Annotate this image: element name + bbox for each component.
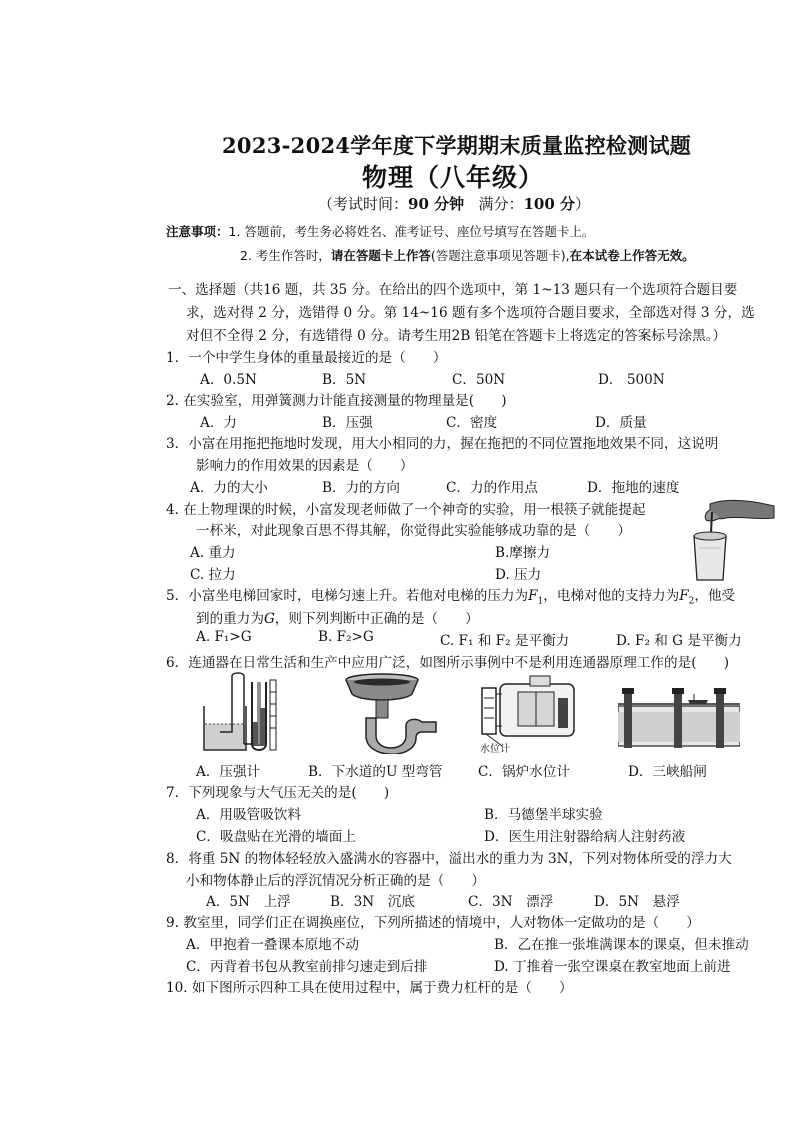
section1-line-1: 一、选择题（共16 题，共 35 分。在给出的四个选项中，第 1~13 题只有一个选项符合题目要 xyxy=(168,282,738,298)
notes-item-2d: 在本试卷上作答无效。 xyxy=(569,248,695,263)
q5-g-symbol: G xyxy=(263,611,275,627)
q5-stem-2b: ，则下列判断中正确的是（ ） xyxy=(274,611,479,627)
q9-option-a: A．甲抱着一叠课本原地不动 xyxy=(186,937,359,953)
q7-option-c: C．吸盘贴在光滑的墙面上 xyxy=(196,829,356,845)
notes-line-2 xyxy=(240,246,695,264)
q3-option-d: D．拖地的速度 xyxy=(587,480,680,496)
manometer-illustration xyxy=(200,672,278,754)
notes-item-2b: 请在答题卡上作答 xyxy=(330,248,431,263)
q7-stem: 7．下列现象与大气压无关的是( ) xyxy=(166,785,390,801)
q4-stem-2: 一杯米，对此现象百思不得其解，你觉得此实验能够成功靠的是（ ） xyxy=(196,523,631,539)
exam-subject: 物理（八年级） xyxy=(362,163,545,192)
section1-line-3: 对但不全得 2 分，有选错得 0 分。请考生用2B 铅笔在答题卡上将选定的答案标号涂黑。） xyxy=(186,328,727,344)
q8-option-d: D．5N 悬浮 xyxy=(594,894,680,910)
notes-item-2c: (答题注意事项见答题卡), xyxy=(430,248,570,263)
q5-f2-symbol: F xyxy=(679,588,689,604)
q10-stem: 10. 如下图所示四种工具在使用过程中，属于费力杠杆的是（ ） xyxy=(166,980,573,996)
q5-stem-1b: ，电梯对他的支持力为 xyxy=(543,588,680,604)
q5-stem-1 xyxy=(166,584,735,607)
boiler-gauge-illustration xyxy=(478,672,582,756)
q1-option-c: C．50N xyxy=(452,372,506,388)
score-suffix: ） xyxy=(575,195,591,213)
q2-option-c: C．密度 xyxy=(446,415,498,431)
notes-label: 注意事项： xyxy=(166,224,229,239)
q4-option-a: A. 重力 xyxy=(190,545,236,561)
q6-option-b: B．下水道的U 型弯管 xyxy=(308,764,443,780)
q1-stem: 1．一个中学生身体的重量最接近的是（ ） xyxy=(166,350,447,366)
notes-item-1: 1. 答题前，考生务必将姓名、准考证号、座位号填写在答题卡上。 xyxy=(228,224,595,239)
q5-f1-symbol: F xyxy=(528,588,538,604)
q8-stem-2: 小和物体静止后的浮沉情况分析正确的是（ ） xyxy=(186,873,486,889)
q8-option-a: A．5N 上浮 xyxy=(206,894,291,910)
q4-option-c: C. 拉力 xyxy=(190,567,236,583)
q1-option-b: B．5N xyxy=(322,372,367,388)
q5-option-a: A. F₁>G xyxy=(196,629,252,645)
time-prefix: （考试时间： xyxy=(318,195,409,213)
q2-option-b: B．压强 xyxy=(322,415,373,431)
q5-stem-2a: 到的重力为 xyxy=(196,611,264,627)
score-value: 100 分 xyxy=(523,195,575,213)
q5-stem-1a: 5．小富坐电梯回家时，电梯匀速上升。若他对电梯的压力为 xyxy=(166,588,529,604)
q5-option-b: B. F₂>G xyxy=(318,629,374,645)
q5-stem-2 xyxy=(196,607,479,627)
q3-stem-2: 影响力的作用效果的因素是（ ） xyxy=(196,458,414,474)
q5-f2-subscript: 2 xyxy=(688,596,695,607)
q4-stem-1: 4. 在上物理课的时候，小富发现老师做了一个神奇的实验，用一根筷子就能提起 xyxy=(166,502,646,518)
q5-option-d: D. F₂ 和 G 是平衡力 xyxy=(616,633,742,649)
q9-option-c: C．丙背着书包从教室前排匀速走到后排 xyxy=(186,959,428,975)
exam-title: 2023-2024学年度下学期期末质量监控检测试题 xyxy=(222,133,692,158)
q4-option-b: B.摩擦力 xyxy=(495,545,551,561)
q1-option-d: D． 500N xyxy=(598,372,665,388)
q8-stem-1: 8．将重 5N 的物体轻轻放入盛满水的容器中，溢出水的重力为 3N，下列对物体所受的浮力大 xyxy=(166,851,732,867)
q9-option-b: B．乙在推一张堆满课本的课桌，但未推动 xyxy=(494,937,749,953)
q6-stem: 6．连通器在日常生活和生产中应用广泛，如图所示事例中不是利用连通器原理工作的是( ) xyxy=(166,655,730,671)
score-prefix: 满分： xyxy=(478,195,524,213)
q9-stem: 9. 教室里，同学们正在调换座位，下列所描述的情境中，人对物体一定做功的是（ ） xyxy=(166,915,700,931)
q5-option-c: C. F₁ 和 F₂ 是平衡力 xyxy=(440,633,570,649)
q5-f1-subscript: 1 xyxy=(537,596,544,607)
chopstick-rice-cup-illustration xyxy=(680,496,776,584)
q4-option-d: D. 压力 xyxy=(495,567,542,583)
q2-stem: 2. 在实验室，用弹簧测力计能直接测量的物理量是( ) xyxy=(166,393,507,409)
q6-option-d: D．三峡船闸 xyxy=(628,764,707,780)
notes-line-1 xyxy=(166,222,594,240)
exam-time-line xyxy=(318,193,590,214)
gauge-label: 水位计 xyxy=(480,744,510,755)
q3-option-b: B．力的方向 xyxy=(322,480,400,496)
q5-stem-1c: ，他受 xyxy=(694,588,736,604)
q2-option-a: A．力 xyxy=(200,415,238,431)
q8-option-b: B．3N 沉底 xyxy=(330,894,415,910)
time-value: 90 分钟 xyxy=(408,195,465,213)
ship-lock-illustration xyxy=(618,682,740,748)
q6-option-c: C．锅炉水位计 xyxy=(478,764,570,780)
q3-option-a: A．力的大小 xyxy=(190,480,268,496)
q7-option-b: B．马德堡半球实验 xyxy=(484,807,603,823)
sink-u-bend-illustration xyxy=(342,672,438,754)
section1-line-2: 求，选对得 2 分，选错得 0 分。第 14~16 题有多个选项符合题目要求，全部选对得 3 分，选 xyxy=(186,305,755,321)
q6-option-a: A．压强计 xyxy=(196,764,261,780)
q2-option-d: D．质量 xyxy=(595,415,647,431)
q7-option-d: D．医生用注射器给病人注射药液 xyxy=(484,829,686,845)
q7-option-a: A．用吸管吸饮料 xyxy=(196,807,301,823)
notes-item-2a: 2. 考生作答时， xyxy=(240,248,331,263)
q3-option-c: C．力的作用点 xyxy=(446,480,538,496)
q3-stem-1: 3．小富在用拖把拖地时发现，用大小相同的力，握在拖把的不同位置拖地效果不同，这说明 xyxy=(166,436,719,452)
q9-option-d: D. 丁推着一张空课桌在教室地面上前进 xyxy=(494,959,731,975)
q1-option-a: A．0.5N xyxy=(200,372,257,388)
q8-option-c: C．3N 漂浮 xyxy=(468,894,554,910)
